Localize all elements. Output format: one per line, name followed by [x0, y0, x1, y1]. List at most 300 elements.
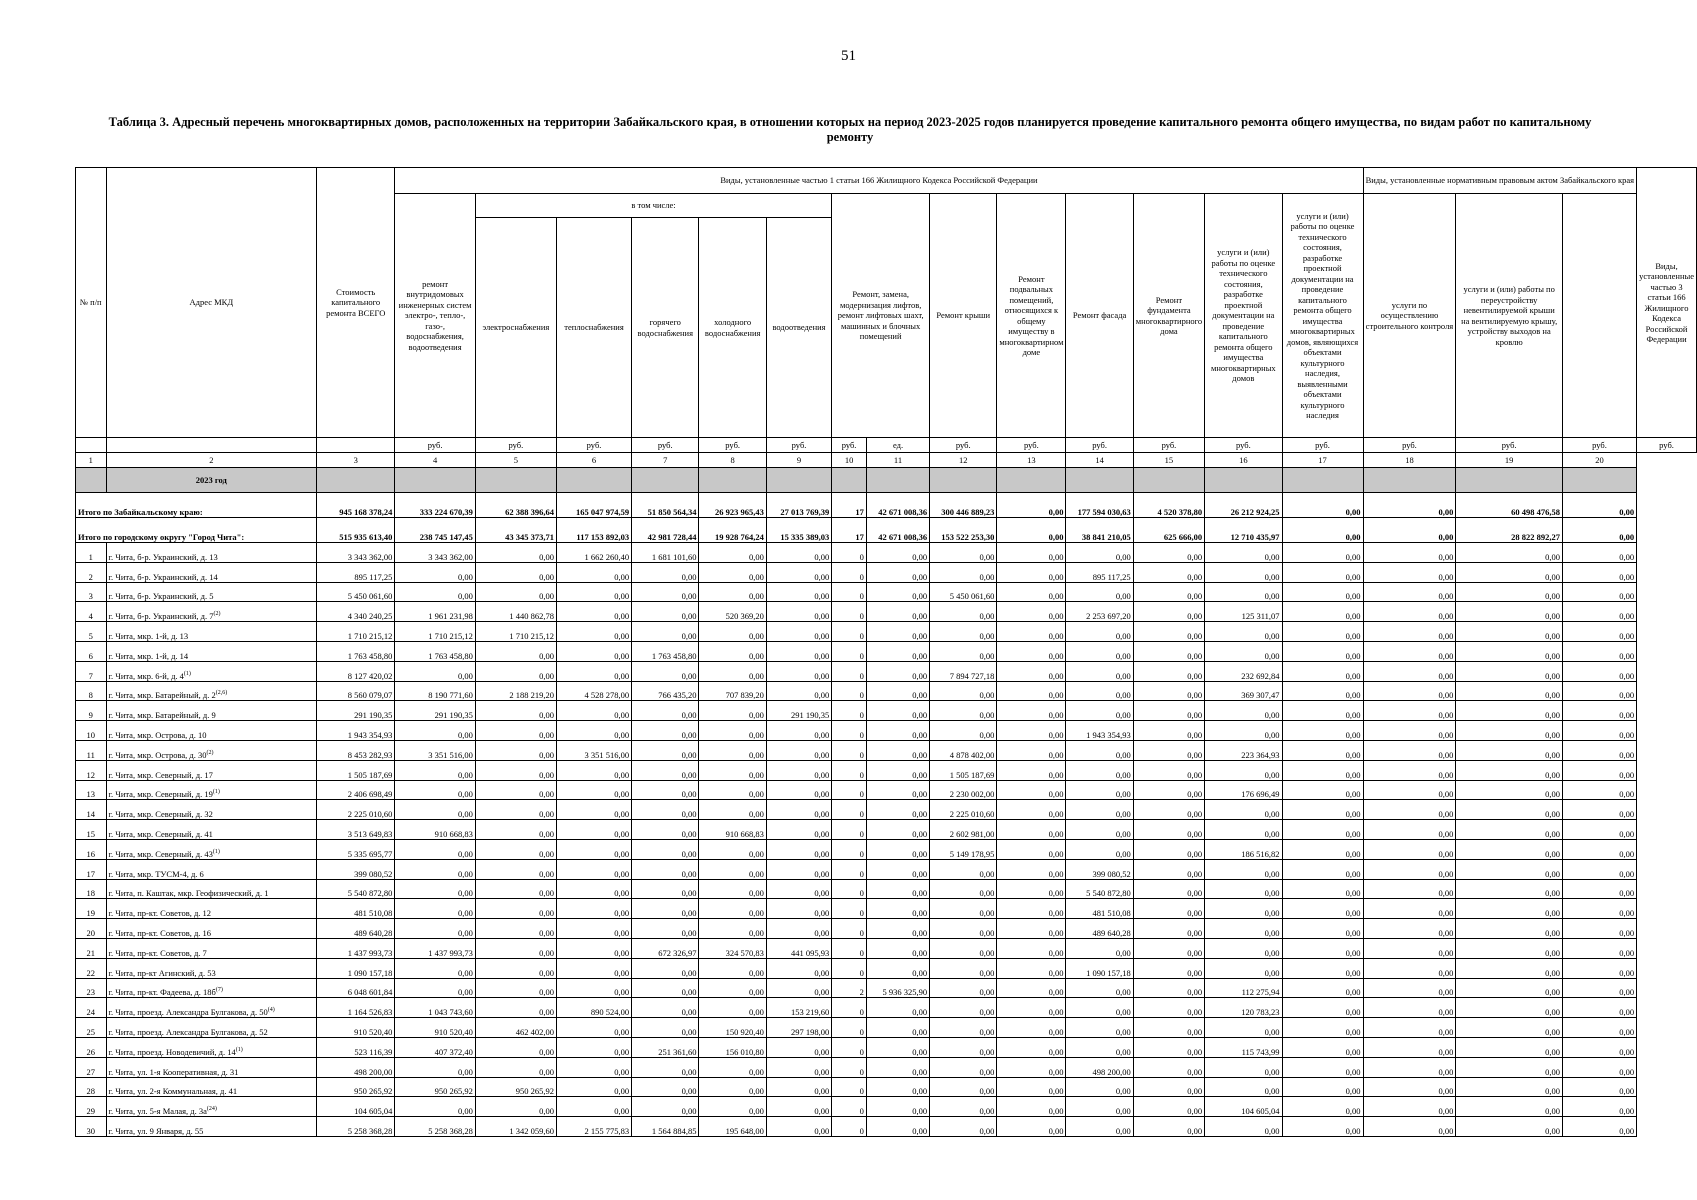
value-cell: 0,00: [475, 740, 556, 760]
total-value: 4 520 378,80: [1133, 493, 1204, 518]
value-cell: 0,00: [766, 780, 831, 800]
value-cell: 0,00: [930, 879, 997, 899]
value-cell: 0,00: [699, 562, 766, 582]
total-label: Итого по городскому округу "Город Чита":: [76, 518, 317, 543]
year-spacer: [632, 468, 699, 493]
value-cell: 0,00: [766, 879, 831, 899]
value-cell: 0,00: [1282, 681, 1363, 701]
value-cell: 0,00: [1066, 661, 1133, 681]
address-cell: [106, 641, 317, 661]
value-cell: 0,00: [866, 820, 929, 840]
value-cell: 1 710 215,12: [475, 622, 556, 642]
address-cell: [106, 978, 317, 998]
value-cell: 0,00: [699, 721, 766, 741]
value-cell: 1 437 993,73: [317, 938, 395, 958]
year-spacer: [475, 468, 556, 493]
value-cell: 0,00: [1205, 1057, 1282, 1077]
column-number-cell: 18: [1363, 453, 1456, 468]
address-footnote: (2,6): [215, 690, 228, 697]
value-cell: 0,00: [1133, 820, 1204, 840]
value-cell: 399 080,52: [1066, 859, 1133, 879]
value-cell: 6 048 601,84: [317, 978, 395, 998]
value-cell: 0,00: [1456, 641, 1563, 661]
value-cell: 0,00: [866, 721, 929, 741]
value-cell: 0,00: [1562, 879, 1636, 899]
year-row: [76, 468, 1697, 493]
row-number: 24: [76, 998, 107, 1018]
value-cell: 0,00: [1456, 938, 1563, 958]
value-cell: 0,00: [557, 938, 632, 958]
value-cell: 0,00: [766, 661, 831, 681]
total-value: 0,00: [1562, 518, 1636, 543]
table-row: [76, 562, 1697, 582]
value-cell: 3 513 649,83: [317, 820, 395, 840]
value-cell: 324 570,83: [699, 938, 766, 958]
value-cell: 0,00: [866, 958, 929, 978]
value-cell: 0,00: [930, 602, 997, 622]
value-cell: 0,00: [1066, 740, 1133, 760]
value-cell: 0,00: [766, 958, 831, 978]
value-cell: 0,00: [866, 1037, 929, 1057]
year-spacer: [1066, 468, 1133, 493]
address-text: г. Чита, проезд. Александра Булгакова, д. 52: [108, 1026, 268, 1037]
value-cell: 0,00: [1363, 879, 1456, 899]
value-cell: 0,00: [930, 543, 997, 563]
value-cell: 0,00: [1363, 760, 1456, 780]
value-cell: 0,00: [632, 760, 699, 780]
value-cell: 0,00: [1562, 740, 1636, 760]
value-cell: 1 090 157,18: [1066, 958, 1133, 978]
table-row: [76, 582, 1697, 602]
address-cell: [106, 998, 317, 1018]
value-cell: 0,00: [997, 622, 1066, 642]
address-cell: [106, 958, 317, 978]
value-cell: 0,00: [1205, 562, 1282, 582]
value-cell: 0,00: [699, 839, 766, 859]
value-cell: 0,00: [1456, 1097, 1563, 1117]
value-cell: 0,00: [1562, 820, 1636, 840]
total-row: [76, 518, 1697, 543]
value-cell: 0,00: [866, 661, 929, 681]
value-cell: 0,00: [1282, 879, 1363, 899]
value-cell: 2 253 697,20: [1066, 602, 1133, 622]
value-cell: 498 200,00: [1066, 1057, 1133, 1077]
value-cell: 0: [832, 1037, 867, 1057]
total-value: 26 923 965,43: [699, 493, 766, 518]
value-cell: 441 095,93: [766, 938, 831, 958]
value-cell: 115 743,99: [1205, 1037, 1282, 1057]
value-cell: 0,00: [632, 919, 699, 939]
value-cell: 0,00: [1562, 661, 1636, 681]
value-cell: 0,00: [766, 800, 831, 820]
value-cell: 0,00: [1363, 740, 1456, 760]
value-cell: 1 763 458,80: [317, 641, 395, 661]
value-cell: 0,00: [475, 760, 556, 780]
value-cell: 0,00: [1456, 582, 1563, 602]
value-cell: 0,00: [866, 622, 929, 642]
value-cell: 0,00: [1363, 562, 1456, 582]
header-engineering-systems: ремонт внутридомовых инженерных систем электро-, тепло-, газо-, водоснабжения, водоотведения: [395, 194, 475, 438]
value-cell: 0,00: [1456, 780, 1563, 800]
value-cell: 0,00: [475, 562, 556, 582]
value-cell: 0,00: [1562, 760, 1636, 780]
total-value: 117 153 892,03: [557, 518, 632, 543]
unit-cell: руб.: [832, 438, 867, 453]
repair-register-table: [75, 167, 1697, 1137]
value-cell: 0,00: [866, 701, 929, 721]
table-header: [76, 168, 1697, 468]
value-cell: 0,00: [1205, 938, 1282, 958]
value-cell: 2: [832, 978, 867, 998]
address-text: г. Чита, пр-кт. Фадеева, д. 18б: [108, 987, 216, 998]
row-number: 18: [76, 879, 107, 899]
value-cell: 0,00: [699, 661, 766, 681]
value-cell: 0,00: [1562, 582, 1636, 602]
value-cell: 0,00: [997, 919, 1066, 939]
total-value: 12 710 435,97: [1205, 518, 1282, 543]
value-cell: 0,00: [557, 1018, 632, 1038]
value-cell: 0,00: [766, 820, 831, 840]
value-cell: 0,00: [930, 1037, 997, 1057]
address-cell: [106, 661, 317, 681]
row-number: 27: [76, 1057, 107, 1077]
value-cell: 0,00: [1282, 958, 1363, 978]
total-value: 945 168 378,24: [317, 493, 395, 518]
value-cell: 0,00: [632, 1077, 699, 1097]
header-address: Адрес МКД: [106, 168, 317, 438]
value-cell: 0,00: [395, 958, 475, 978]
unit-cell: руб.: [475, 438, 556, 453]
value-cell: 0: [832, 919, 867, 939]
year-spacer: [1363, 468, 1456, 493]
address-cell: [106, 1057, 317, 1077]
value-cell: 0,00: [1282, 641, 1363, 661]
value-cell: 156 010,80: [699, 1037, 766, 1057]
value-cell: 0,00: [1363, 721, 1456, 741]
value-cell: 0,00: [1363, 543, 1456, 563]
value-cell: 0,00: [475, 859, 556, 879]
value-cell: 0,00: [1066, 839, 1133, 859]
row-number: 25: [76, 1018, 107, 1038]
row-number: 12: [76, 760, 107, 780]
value-cell: 0,00: [1363, 958, 1456, 978]
address-cell: [106, 681, 317, 701]
value-cell: 0,00: [1363, 582, 1456, 602]
value-cell: 0,00: [1205, 820, 1282, 840]
header-heating: теплоснабжения: [557, 218, 632, 438]
value-cell: 0,00: [1133, 641, 1204, 661]
column-number-cell: 9: [766, 453, 831, 468]
row-number: 3: [76, 582, 107, 602]
value-cell: 0: [832, 661, 867, 681]
value-cell: 0,00: [1363, 661, 1456, 681]
value-cell: 1 505 187,69: [930, 760, 997, 780]
unit-cell: руб.: [1456, 438, 1563, 453]
value-cell: 1 043 743,60: [395, 998, 475, 1018]
value-cell: 1 681 101,60: [632, 543, 699, 563]
value-cell: 0,00: [699, 958, 766, 978]
value-cell: 0,00: [395, 800, 475, 820]
total-value: 333 224 670,39: [395, 493, 475, 518]
year-spacer: [997, 468, 1066, 493]
value-cell: 0,00: [632, 622, 699, 642]
value-cell: 0,00: [1456, 800, 1563, 820]
address-text: г. Чита, мкр. Северный, д. 19: [108, 789, 213, 800]
value-cell: 0,00: [1562, 602, 1636, 622]
value-cell: 0: [832, 899, 867, 919]
table-row: [76, 740, 1697, 760]
value-cell: 0,00: [866, 562, 929, 582]
value-cell: 5 450 061,60: [317, 582, 395, 602]
value-cell: 0,00: [1282, 978, 1363, 998]
value-cell: 1 961 231,98: [395, 602, 475, 622]
value-cell: 0,00: [1133, 938, 1204, 958]
total-value: 17: [832, 518, 867, 543]
value-cell: 0,00: [475, 978, 556, 998]
address-cell: [106, 859, 317, 879]
value-cell: 0,00: [997, 958, 1066, 978]
address-text: г. Чита, мкр. Батарейный, д. 9: [108, 710, 216, 721]
value-cell: 0,00: [866, 879, 929, 899]
value-cell: 0,00: [930, 899, 997, 919]
value-cell: 0,00: [766, 978, 831, 998]
value-cell: 0,00: [1562, 958, 1636, 978]
total-value: 0,00: [1363, 518, 1456, 543]
value-cell: 0: [832, 760, 867, 780]
unit-cell: руб.: [1205, 438, 1282, 453]
value-cell: 0,00: [557, 701, 632, 721]
address-cell: [106, 582, 317, 602]
value-cell: 0,00: [395, 760, 475, 780]
value-cell: 0,00: [475, 721, 556, 741]
year-spacer: [766, 468, 831, 493]
value-cell: 291 190,35: [766, 701, 831, 721]
row-number: 5: [76, 622, 107, 642]
value-cell: 0,00: [1562, 562, 1636, 582]
header-design-services: услуги и (или) работы по оценке технического состояния, разработке проектной документации на проведение капитального ремонта общего имущества многоквартирных домов: [1205, 194, 1282, 438]
value-cell: 0,00: [1282, 938, 1363, 958]
value-cell: 0,00: [1456, 1077, 1563, 1097]
value-cell: 0,00: [557, 622, 632, 642]
value-cell: 0,00: [1066, 1077, 1133, 1097]
value-cell: 0: [832, 938, 867, 958]
total-value: 38 841 210,05: [1066, 518, 1133, 543]
value-cell: 104 605,04: [1205, 1097, 1282, 1117]
value-cell: 0,00: [997, 1117, 1066, 1137]
address-footnote: (1): [235, 1046, 243, 1053]
value-cell: 3 343 362,00: [395, 543, 475, 563]
value-cell: 0,00: [1205, 1077, 1282, 1097]
unit-cell: руб.: [766, 438, 831, 453]
value-cell: 0,00: [1066, 1037, 1133, 1057]
year-spacer: [1133, 468, 1204, 493]
value-cell: 0,00: [1363, 1037, 1456, 1057]
value-cell: 0,00: [1363, 1117, 1456, 1137]
address-text: г. Чита, пр-кт. Советов, д. 16: [108, 927, 212, 938]
value-cell: 0,00: [997, 740, 1066, 760]
table-row: [76, 661, 1697, 681]
value-cell: 0,00: [475, 1097, 556, 1117]
row-number: 19: [76, 899, 107, 919]
table-row: [76, 899, 1697, 919]
year-spacer: [76, 468, 107, 493]
header-construction-control: услуги по осуществлению строительного контроля: [1363, 194, 1456, 438]
table-row: [76, 1097, 1697, 1117]
address-text: г. Чита, мкр. Северный, д. 41: [108, 828, 213, 839]
value-cell: 0,00: [1282, 1037, 1363, 1057]
value-cell: 0,00: [997, 701, 1066, 721]
value-cell: 0,00: [1456, 622, 1563, 642]
value-cell: 0,00: [699, 879, 766, 899]
row-number: 4: [76, 602, 107, 622]
year-spacer: [930, 468, 997, 493]
value-cell: 0,00: [930, 622, 997, 642]
value-cell: 0,00: [1133, 760, 1204, 780]
value-cell: 0,00: [866, 602, 929, 622]
unit-cell: руб.: [930, 438, 997, 453]
value-cell: 1 710 215,12: [395, 622, 475, 642]
value-cell: 0: [832, 1057, 867, 1077]
table-row: [76, 602, 1697, 622]
value-cell: 0,00: [766, 622, 831, 642]
value-cell: 125 311,07: [1205, 602, 1282, 622]
value-cell: 0,00: [766, 1077, 831, 1097]
value-cell: 0,00: [1282, 721, 1363, 741]
table-row: [76, 1077, 1697, 1097]
total-value: 60 498 476,58: [1456, 493, 1563, 518]
table-row: [76, 839, 1697, 859]
address-text: г. Чита, мкр. Острова, д. 10: [108, 729, 207, 740]
unit-cell: руб.: [1562, 438, 1636, 453]
total-value: 0,00: [1562, 493, 1636, 518]
value-cell: 0,00: [930, 958, 997, 978]
value-cell: 0,00: [1133, 978, 1204, 998]
value-cell: 0: [832, 1097, 867, 1117]
value-cell: 0,00: [1066, 1117, 1133, 1137]
value-cell: 0: [832, 681, 867, 701]
value-cell: 0,00: [1133, 780, 1204, 800]
address-text: г. Чита, пр-кт Агинский, д. 53: [108, 967, 216, 978]
total-value: 625 666,00: [1133, 518, 1204, 543]
value-cell: 0,00: [1133, 859, 1204, 879]
value-cell: 0,00: [1562, 919, 1636, 939]
value-cell: 0,00: [1282, 602, 1363, 622]
column-number-cell: 10: [832, 453, 867, 468]
value-cell: 0,00: [866, 641, 929, 661]
table-row: [76, 820, 1697, 840]
value-cell: 0,00: [1456, 760, 1563, 780]
value-cell: 0,00: [997, 641, 1066, 661]
value-cell: 0,00: [930, 859, 997, 879]
value-cell: 0,00: [1133, 681, 1204, 701]
header-total-cost: Стоимость капитального ремонта ВСЕГО: [317, 168, 395, 438]
value-cell: 8 127 420,02: [317, 661, 395, 681]
value-cell: 0,00: [866, 998, 929, 1018]
address-cell: [106, 879, 317, 899]
value-cell: 0,00: [632, 602, 699, 622]
value-cell: 1 440 862,78: [475, 602, 556, 622]
value-cell: 0,00: [997, 800, 1066, 820]
value-cell: 0,00: [1456, 839, 1563, 859]
value-cell: 0,00: [1562, 780, 1636, 800]
value-cell: 0,00: [557, 602, 632, 622]
value-cell: 0: [832, 543, 867, 563]
row-number: 22: [76, 958, 107, 978]
value-cell: 0,00: [1066, 641, 1133, 661]
value-cell: 0,00: [766, 1097, 831, 1117]
value-cell: 0,00: [1282, 1077, 1363, 1097]
value-cell: 0,00: [395, 582, 475, 602]
table-row: [76, 701, 1697, 721]
value-cell: 0,00: [475, 919, 556, 939]
value-cell: 176 696,49: [1205, 780, 1282, 800]
value-cell: 0,00: [1363, 919, 1456, 939]
address-text: г. Чита, б-р. Украинский, д. 14: [108, 571, 218, 582]
value-cell: 0,00: [997, 661, 1066, 681]
value-cell: 0,00: [930, 1117, 997, 1137]
column-number-cell: 11: [866, 453, 929, 468]
value-cell: 5 335 695,77: [317, 839, 395, 859]
value-cell: 498 200,00: [317, 1057, 395, 1077]
value-cell: 0,00: [1363, 1057, 1456, 1077]
unit-cell: руб.: [997, 438, 1066, 453]
value-cell: 1 164 526,83: [317, 998, 395, 1018]
address-cell: [106, 1037, 317, 1057]
value-cell: 0,00: [766, 641, 831, 661]
address-cell: [106, 1018, 317, 1038]
table-row: [76, 879, 1697, 899]
value-cell: 0,00: [766, 1117, 831, 1137]
value-cell: 407 372,40: [395, 1037, 475, 1057]
value-cell: 0,00: [766, 740, 831, 760]
total-value: 42 671 008,36: [866, 518, 929, 543]
value-cell: 0,00: [766, 899, 831, 919]
value-cell: 0,00: [866, 740, 929, 760]
value-cell: 0,00: [930, 998, 997, 1018]
value-cell: 0,00: [1456, 740, 1563, 760]
value-cell: 0,00: [557, 582, 632, 602]
address-text: г. Чита, б-р. Украинский, д. 13: [108, 551, 218, 562]
value-cell: 895 117,25: [1066, 562, 1133, 582]
value-cell: 0,00: [1363, 701, 1456, 721]
value-cell: 0,00: [1282, 1117, 1363, 1137]
value-cell: 1 943 354,93: [1066, 721, 1133, 741]
address-cell: [106, 622, 317, 642]
value-cell: 5 149 178,95: [930, 839, 997, 859]
header-heritage-design-services: услуги и (или) работы по оценке технического состояния, разработке проектной документации на проведение капитального ремонта общего имущества многоквартирных домов, являющихся объектами культурного наследия, выявленными объектами культурного наследия: [1282, 194, 1363, 438]
value-cell: 0,00: [1066, 1097, 1133, 1117]
value-cell: 0,00: [699, 740, 766, 760]
address-cell: [106, 760, 317, 780]
year-spacer: [1456, 468, 1563, 493]
address-cell: [106, 899, 317, 919]
value-cell: 291 190,35: [395, 701, 475, 721]
total-value: 26 212 924,25: [1205, 493, 1282, 518]
value-cell: 0,00: [997, 1077, 1066, 1097]
value-cell: 251 361,60: [632, 1037, 699, 1057]
unit-cell: руб.: [1363, 438, 1456, 453]
total-value: 0,00: [1282, 493, 1363, 518]
value-cell: 195 648,00: [699, 1117, 766, 1137]
value-cell: 1 763 458,80: [395, 641, 475, 661]
value-cell: 0,00: [475, 1057, 556, 1077]
value-cell: 895 117,25: [317, 562, 395, 582]
row-number: 26: [76, 1037, 107, 1057]
unit-cell: руб.: [1637, 438, 1697, 453]
value-cell: 0,00: [1066, 622, 1133, 642]
value-cell: 0,00: [766, 760, 831, 780]
total-value: 19 928 764,24: [699, 518, 766, 543]
